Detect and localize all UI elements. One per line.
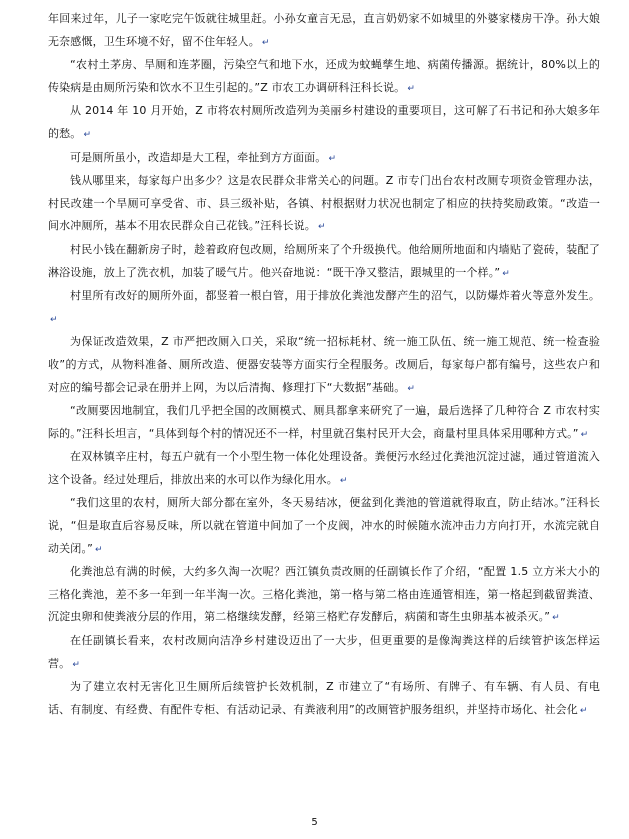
paragraph-4-text: 可是厕所虽小，改造却是大工程，牵扯到方方面面。 <box>70 150 327 164</box>
paragraph-14 <box>48 676 600 722</box>
paragraph-10-text: 在双林镇辛庄村，每五户就有一个小型生物一体化处理设备。粪便污水经过化粪池沉淀过滤，通过管道流入这个设备。经过处理后，排放出来的水可以作为绿化用水。 <box>48 450 600 486</box>
paragraph-11-text: “我们这里的农村，厕所大部分都在室外，冬天易结冰，便盆到化粪池的管道就得取直，防止结冰。”汪科长说，“但是取直后容易反味，所以就在管道中间加了一个皮阀，冲水的时候随水流冲击力方向打开，水流完就自动关闭。” <box>48 496 600 555</box>
document-body <box>48 8 600 722</box>
paragraph-11 <box>48 492 600 561</box>
paragraph-2-text: “农村土茅房、旱厕和连茅圈，污染空气和地下水，还成为蚊蝇孳生地、病菌传播源。据统计，80%以上的传染病是由厕所污染和饮水不卫生引起的。”Z 市农工办调研科汪科长说。 <box>48 58 600 94</box>
paragraph-mark-icon: ↵ <box>261 37 270 48</box>
paragraph-2 <box>48 54 600 100</box>
paragraph-13-text: 在任副镇长看来，农村改厕向洁净乡村建设迈出了一大步，但更重要的是像淘粪这样的后续管护该怎样运营。 <box>48 634 600 670</box>
paragraph-8-text: 为保证改造效果，Z 市严把改厕入口关，采取“统一招标耗材、统一施工队伍、统一施工规范、统一检查验收”的方式，从物料准备、厕所改造、便器安装等方面实行全程服务。改厕后，每家每户都有编号，这些农户和对应的编号都会记录在册并上网，为以后清掏、修理打下“大数据”基础。 <box>48 335 600 394</box>
paragraph-12 <box>48 561 600 630</box>
paragraph-14-text: 为了建立农村无害化卫生厕所后续管护长效机制，Z 市建立了“有场所、有牌子、有车辆、有人员、有电话、有制度、有经费、有配件专柜、有活动记录、有粪液利用”的改厕管护服务组织，并坚持市场化、社会化 <box>48 680 600 716</box>
paragraph-7 <box>48 285 600 331</box>
paragraph-mark-icon: ↵ <box>83 129 92 140</box>
paragraph-mark-icon: ↵ <box>502 268 510 279</box>
paragraph-13 <box>48 630 600 676</box>
paragraph-mark-icon: ↵ <box>407 383 416 394</box>
paragraph-6 <box>48 239 600 285</box>
paragraph-5 <box>48 170 600 239</box>
paragraph-9 <box>48 400 600 446</box>
paragraph-3-text: 从 2014 年 10 月开始，Z 市将农村厕所改造列为美丽乡村建设的重要项目，这可解了石书记和孙大娘多年的愁。 <box>48 104 600 140</box>
paragraph-9-text: “改厕要因地制宜，我们几乎把全国的改厕模式、厕具都拿来研究了一遍，最后选择了几种符合 Z 市农村实际的。”汪科长坦言，“具体到每个村的情况还不一样，村里就召集村民开大会，商量村里具体采用哪种方式。” <box>48 404 600 440</box>
paragraph-7-text: 村里所有改好的厕所外面，都竖着一根白管，用于排放化粪池发酵产生的沼气，以防爆炸着火等意外发生。 <box>70 289 600 303</box>
paragraph-mark-icon: ↵ <box>94 544 103 555</box>
paragraph-mark-icon: ↵ <box>339 475 348 486</box>
paragraph-6-text: 村民小钱在翻新房子时，趁着政府包改厕，给厕所来了个升级换代。他给厕所地面和内墙贴了瓷砖，装配了淋浴设施，放上了洗衣机，加装了暖气片。他兴奋地说：“既干净又整洁，跟城里的一个样。” <box>48 242 600 279</box>
paragraph-8 <box>48 331 600 400</box>
paragraph-1-text: 年回来过年，儿子一家吃完午饭就往城里赶。小孙女童言无忌，直言奶奶家不如城里的外婆家楼房干净。孙大娘无奈感慨，卫生环境不好，留不住年轻人。 <box>48 12 600 48</box>
paragraph-mark-icon: ↵ <box>50 314 58 325</box>
paragraph-mark-icon: ↵ <box>407 83 416 94</box>
paragraph-mark-icon: ↵ <box>579 705 588 716</box>
paragraph-3 <box>48 100 600 146</box>
paragraph-4 <box>48 147 600 171</box>
paragraph-5-text: 钱从哪里来，每家每户出多少？这是农民群众非常关心的问题。Z 市专门出台农村改厕专项资金管理办法，村民改建一个旱厕可享受省、市、县三级补贴，各镇、村根据财力状况也制定了相应的扶持奖励政策。“改造一间水冲厕所，基本不用农民群众自己花钱。”汪科长说。 <box>48 174 600 233</box>
paragraph-10 <box>48 446 600 492</box>
paragraph-1 <box>48 8 600 54</box>
paragraph-mark-icon: ↵ <box>72 659 81 670</box>
page-number: 5 <box>311 817 318 828</box>
paragraph-mark-icon: ↵ <box>552 613 560 624</box>
paragraph-mark-icon: ↵ <box>580 429 589 440</box>
paragraph-12-text: 化粪池总有满的时候，大约多久淘一次呢？西江镇负责改厕的任副镇长作了介绍，“配置 1.5 立方米大小的三格化粪池，差不多一年到一年半淘一次。三格化粪池，第一格与第二格由连通管相连，第一格起到截留粪渣、沉淀虫卵和使粪液分层的作用，第二格继续发酵，经第三格贮存发酵后，病菌和寄生虫卵基本被杀灭。” <box>48 565 600 624</box>
paragraph-mark-icon: ↵ <box>328 153 337 164</box>
paragraph-mark-icon: ↵ <box>317 222 326 233</box>
